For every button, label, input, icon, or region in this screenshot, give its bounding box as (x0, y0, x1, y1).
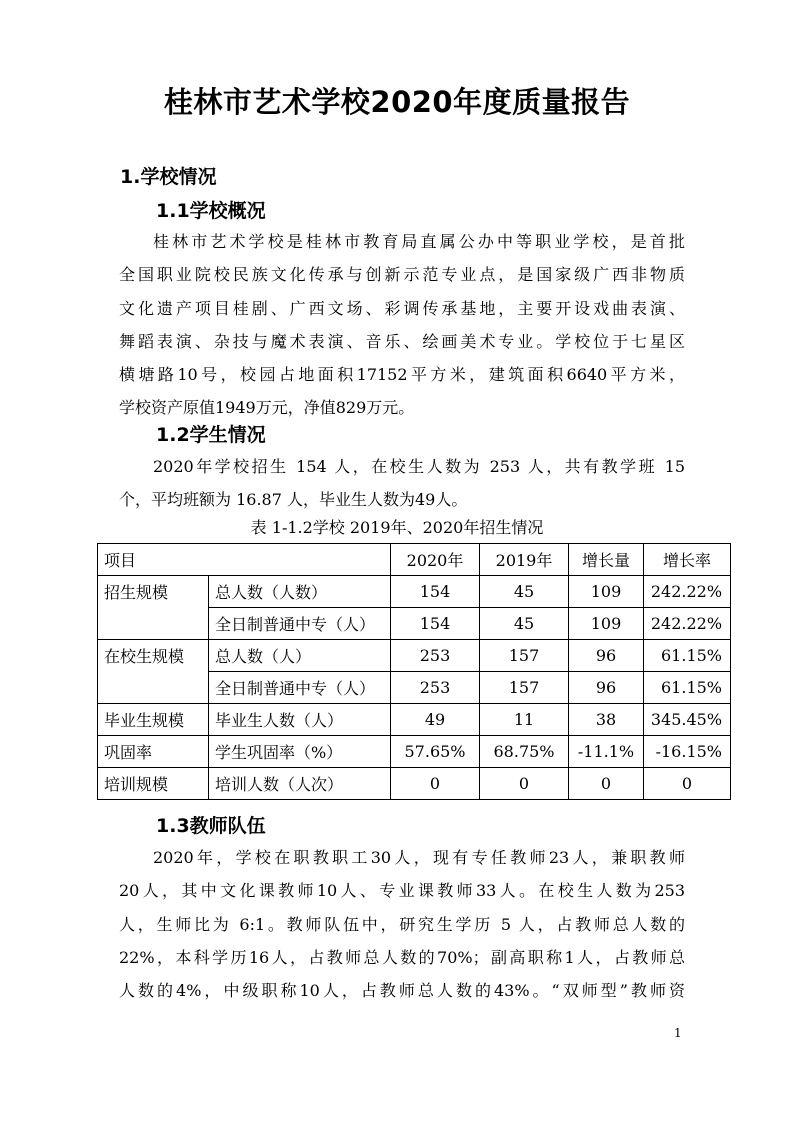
table-header-row (98, 544, 731, 576)
rate-cell: 345.45% (644, 704, 731, 736)
value-2020-cell: 49 (391, 704, 480, 736)
text-line: 桂林市艺术学校是桂林市教育局直属公办中等职业学校，是首批 (153, 232, 685, 251)
text-line: 2020年，学校在职教职工30人，现有专任教师23人，兼职教师 (153, 848, 685, 867)
table-row (98, 704, 731, 736)
value-2019-cell: 0 (480, 768, 569, 800)
subsection-heading-student-situation: 1.2学生情况 (156, 424, 266, 446)
growth-cell: 38 (569, 704, 644, 736)
category-cell: 毕业生规模 (98, 704, 209, 736)
table-row (98, 640, 731, 672)
item-cell: 总人数（人） (209, 640, 391, 672)
paragraph-school-overview (119, 225, 685, 425)
text-line: 人，生师比为 6:1。教师队伍中，研究生学历 5 人，占教师总人数的 (119, 914, 685, 934)
item-cell: 全日制普通中专（人） (209, 608, 391, 640)
text-line: 2020年学校招生 154 人，在校生人数为 253 人，共有教学班 15 (153, 457, 685, 476)
table-row (98, 736, 731, 768)
growth-cell: 109 (569, 576, 644, 608)
text-line: 个，平均班额为 16.87 人，毕业生人数为49人。 (119, 490, 468, 510)
text-line: 全国职业院校民族文化传承与创新示范专业点，是国家级广西非物质 (119, 265, 685, 285)
page-number: 1 (674, 1026, 682, 1040)
growth-cell: 0 (569, 768, 644, 800)
growth-cell: 96 (569, 640, 644, 672)
rate-cell: 242.22% (644, 608, 731, 640)
text-line: 舞蹈表演、杂技与魔术表演、音乐、绘画美术专业。学校位于七星区 (119, 331, 685, 351)
header-cell-2020: 2020年 (391, 544, 480, 576)
item-cell: 培训人数（人次） (209, 768, 391, 800)
text-line: 20人，其中文化课教师10人、专业课教师33人。在校生人数为253 (119, 881, 685, 901)
category-cell: 在校生规模 (98, 640, 209, 704)
value-2020-cell: 253 (391, 640, 480, 672)
value-2020-cell: 0 (391, 768, 480, 800)
section-heading-school-situation: 1.学校情况 (120, 166, 217, 188)
growth-cell: 96 (569, 672, 644, 704)
document-title: 桂林市艺术学校2020年度质量报告 (163, 85, 631, 119)
subsection-heading-teaching-staff: 1.3教师队伍 (156, 815, 266, 837)
header-cell-2019: 2019年 (480, 544, 569, 576)
value-2020-cell: 253 (391, 672, 480, 704)
value-2019-cell: 11 (480, 704, 569, 736)
value-2019-cell: 45 (480, 608, 569, 640)
value-2019-cell: 68.75% (480, 736, 569, 768)
paragraph-student-situation (119, 450, 685, 517)
text-line: 学校资产原值1949万元，净值829万元。 (119, 398, 415, 418)
table-caption: 表 1-1.2学校 2019年、2020年招生情况 (250, 518, 544, 537)
item-cell: 学生巩固率（%） (209, 736, 391, 768)
paragraph-teaching-staff (119, 841, 685, 1007)
growth-cell: -11.1% (569, 736, 644, 768)
rate-cell: 242.22% (644, 576, 731, 608)
header-cell-item: 项目 (98, 544, 391, 576)
item-cell: 总人数（人数） (209, 576, 391, 608)
text-line: 横塘路10号，校园占地面积17152平方米，建筑面积6640平方米， (119, 365, 685, 385)
enrollment-table (97, 543, 731, 800)
category-cell: 巩固率 (98, 736, 209, 768)
rate-cell: 61.15% (644, 640, 731, 672)
item-cell: 毕业生人数（人） (209, 704, 391, 736)
header-cell-growth: 增长量 (569, 544, 644, 576)
value-2020-cell: 57.65% (391, 736, 480, 768)
text-line: 22%，本科学历16人，占教师总人数的70%；副高职称1人，占教师总 (119, 947, 685, 967)
value-2019-cell: 45 (480, 576, 569, 608)
text-line: 文化遗产项目桂剧、广西文场、彩调传承基地，主要开设戏曲表演、 (119, 298, 685, 318)
header-cell-growth-rate: 增长率 (644, 544, 731, 576)
growth-cell: 109 (569, 608, 644, 640)
text-line: 人数的4%，中级职称10人，占教师总人数的43%。“双师型”教师资 (119, 981, 685, 1001)
category-cell: 招生规模 (98, 576, 209, 640)
value-2019-cell: 157 (480, 640, 569, 672)
item-cell: 全日制普通中专（人） (209, 672, 391, 704)
rate-cell: 0 (644, 768, 731, 800)
subsection-heading-school-overview: 1.1学校概况 (156, 200, 266, 222)
category-cell: 培训规模 (98, 768, 209, 800)
value-2019-cell: 157 (480, 672, 569, 704)
table-row (98, 768, 731, 800)
rate-cell: 61.15% (644, 672, 731, 704)
value-2020-cell: 154 (391, 608, 480, 640)
value-2020-cell: 154 (391, 576, 480, 608)
table-row (98, 576, 731, 608)
rate-cell: -16.15% (644, 736, 731, 768)
